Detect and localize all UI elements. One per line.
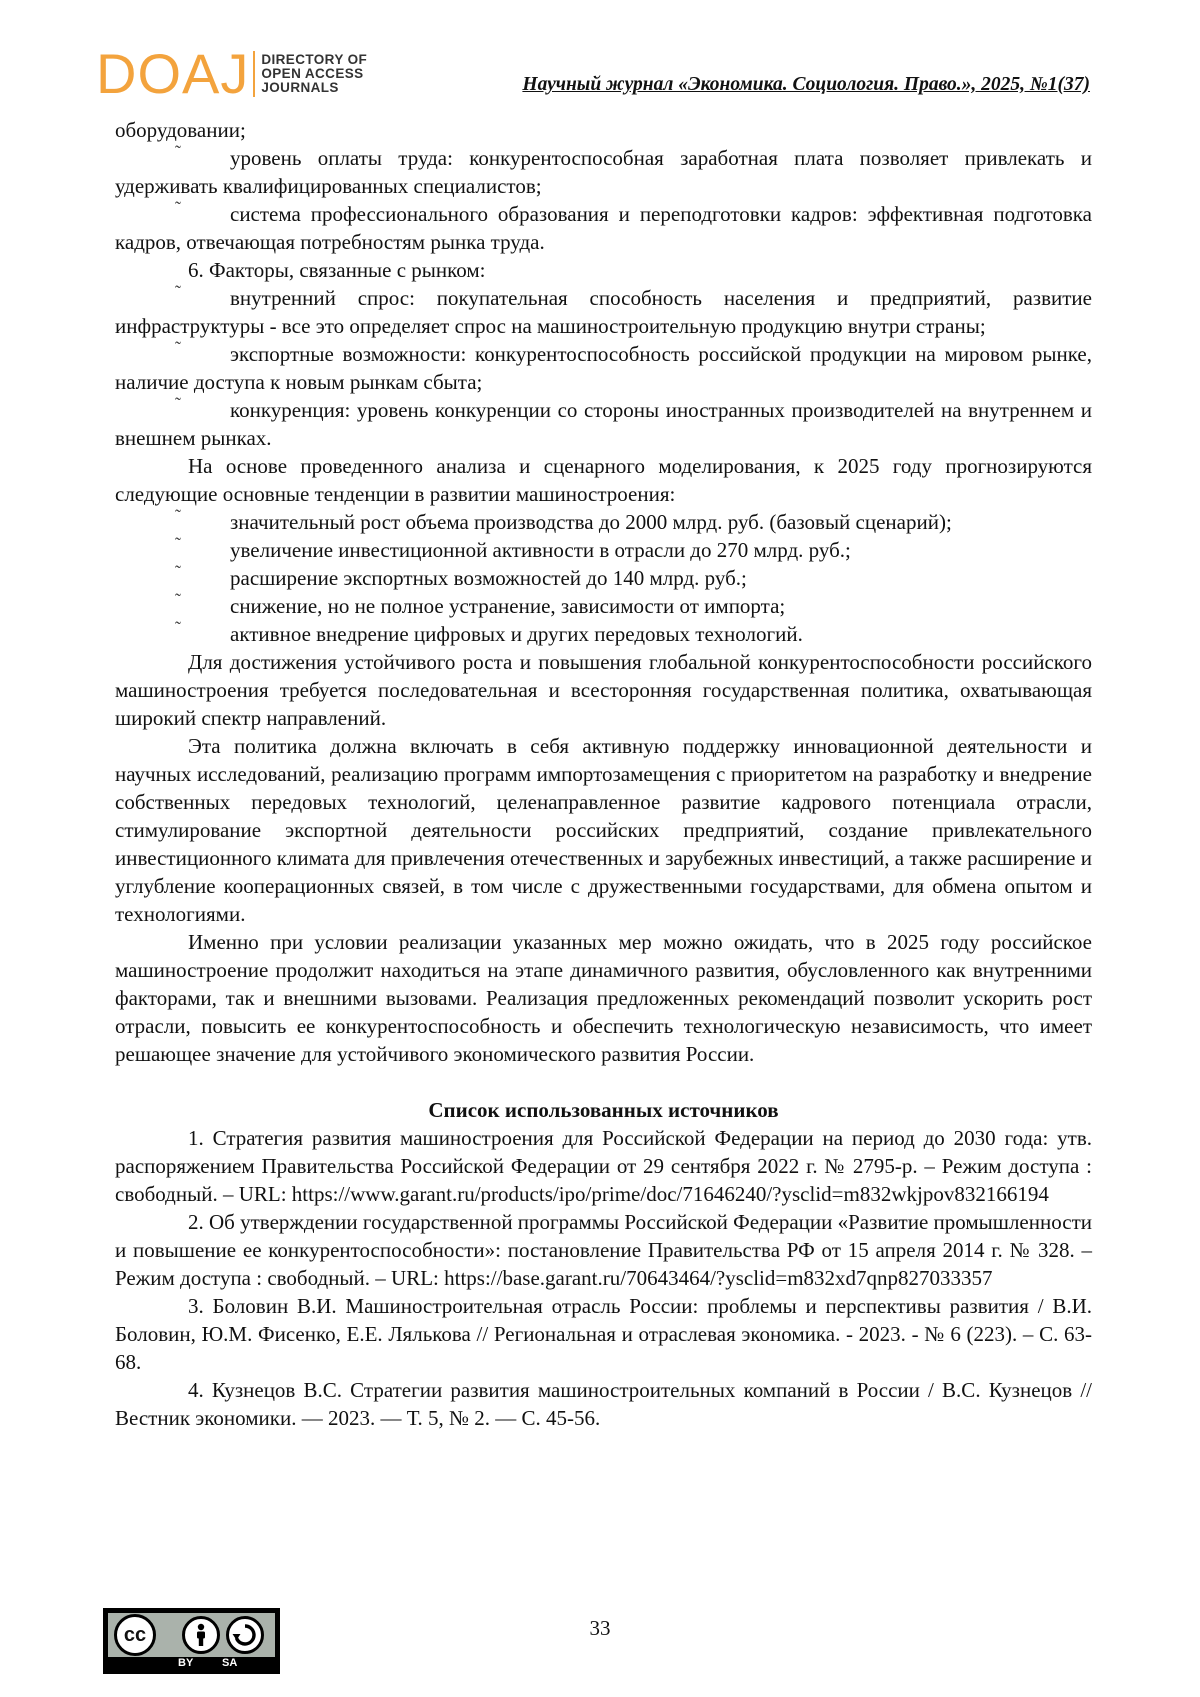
journal-title: Научный журнал «Экономика. Социология. Право.», 2025, №1(37): [522, 74, 1090, 95]
bullet-item: [115, 592, 1092, 620]
bullet-mark: ˜: [175, 590, 181, 610]
bullet-item: [115, 508, 1092, 536]
bullet-item: [115, 144, 1092, 200]
paragraph: Для достижения устойчивого роста и повышения глобальной конкурентоспособности российского машиностроения требуется последовательная и всесторонняя государственная политика, охватывающая широкий спектр направлений.: [115, 650, 1092, 730]
bullet-text: значительный рост объема производства до 2000 млрд. руб. (базовый сценарий);: [230, 510, 952, 534]
doaj-logo: [96, 44, 367, 104]
logo-line: DIRECTORY OF: [261, 52, 368, 67]
paragraph: 6. Факторы, связанные с рынком:: [188, 258, 486, 282]
bullet-mark: ˜: [175, 506, 181, 526]
logo-line: OPEN ACCESS: [261, 66, 364, 81]
bullet-mark: ˜: [175, 618, 181, 638]
bullet-mark: ˜: [175, 562, 181, 582]
article-body: [115, 116, 1092, 1432]
logo-divider: [253, 51, 255, 97]
bullet-item: [115, 200, 1092, 256]
logo-line: JOURNALS: [261, 80, 339, 95]
bullet-item: [115, 284, 1092, 340]
cc-label-sa: SA: [222, 1657, 238, 1669]
bullet-text: снижение, но не полное устранение, зависимости от импорта;: [230, 594, 786, 618]
bullet-text: конкуренция: уровень конкуренции со стороны иностранных производителей на внутреннем и внешнем рынках.: [115, 398, 1092, 450]
bullet-mark: ˜: [175, 142, 181, 162]
paragraph: Эта политика должна включать в себя активную поддержку инновационной деятельности и научных исследований, реализацию программ импортозамещения с приоритетом на разработку и внедрение собственных передовых технологий, целенаправленное развитие кадрового потенциала отрасли, стимулирование экспортной деятельности российских предприятий, создание привлекательного инвестиционного климата для привлечения отечественных и зарубежных инвестиций, а также расширение и углубление кооперационных связей, в том числе с дружественными государствами, для обмена опытом и технологиями.: [115, 734, 1092, 926]
page-number: 33: [589, 1616, 611, 1640]
bullet-text: увеличение инвестиционной активности в отрасли до 270 млрд. руб.;: [230, 538, 851, 562]
cc-icon: cc: [114, 1614, 156, 1656]
references-heading: Список использованных источников: [428, 1098, 779, 1122]
cc-label-by: BY: [178, 1657, 194, 1669]
bullet-text: система профессионального образования и переподготовки кадров: эффективная подготовка кадров, отвечающая потребностям рынка труда.: [115, 202, 1092, 254]
bullet-mark: ˜: [175, 198, 181, 218]
bullet-mark: ˜: [175, 338, 181, 358]
bullet-mark: ˜: [175, 534, 181, 554]
bullet-item: [115, 340, 1092, 396]
bullet-text: уровень оплаты труда: конкурентоспособная заработная плата позволяет привлекать и удерживать квалифицированных специалистов;: [115, 146, 1092, 198]
bullet-text: экспортные возможности: конкурентоспособность российской продукции на мировом рынке, наличие доступа к новым рынкам сбыта;: [115, 342, 1092, 394]
reference-item: 1. Стратегия развития машиностроения для Российской Федерации на период до 2030 года: утв. распоряжением Правительства Российской Федерации от 29 сентября 2022 г. № 2795-р. – Режим доступа : свободный. – URL: https://www.garant.ru/products/ipo/prime/doc/71646240/?ysclid=m832wkjpov832166194: [115, 1126, 1092, 1206]
bullet-item: [115, 536, 1092, 564]
reference-item: 4. Кузнецов В.С. Стратегии развития машиностроительных компаний в России / В.С. Кузнецов // Вестник экономики. — 2023. — Т. 5, № 2. — С. 45-56.: [115, 1378, 1092, 1430]
bullet-mark: ˜: [175, 282, 181, 302]
paragraph: Именно при условии реализации указанных мер можно ожидать, что в 2025 году российское машиностроение продолжит находиться на этапе динамичного развития, обусловленного как внутренними факторами, так и внешними вызовами. Реализация предложенных рекомендаций позволит ускорить рост отрасли, повысить ее конкурентоспособность и обеспечить технологическую независимость, что имеет решающее значение для устойчивого экономического развития России.: [115, 930, 1092, 1066]
bullet-text: внутренний спрос: покупательная способность населения и предприятий, развитие инфраструктуры - все это определяет спрос на машиностроительную продукцию внутри страны;: [115, 286, 1092, 338]
doaj-logo-mark: DOAJ: [96, 42, 250, 105]
bullet-item: [115, 396, 1092, 452]
bullet-mark: ˜: [175, 394, 181, 414]
paragraph: На основе проведенного анализа и сценарного моделирования, к 2025 году прогнозируются следующие основные тенденции в развитии машиностроения:: [115, 454, 1092, 506]
bullet-text: расширение экспортных возможностей до 140 млрд. руб.;: [230, 566, 747, 590]
bullet-item: [115, 564, 1092, 592]
paragraph: оборудовании;: [115, 118, 246, 142]
bullet-text: активное внедрение цифровых и других передовых технологий.: [230, 622, 803, 646]
doaj-logo-text: [261, 53, 367, 95]
reference-item: 2. Об утверждении государственной программы Российской Федерации «Развитие промышленности и повышение ее конкурентоспособности»: постановление Правительства РФ от 15 апреля 2014 г. № 328. – Режим доступа : свободный. – URL: https://base.garant.ru/70643464/?ysclid=m832xd7qnp827033357: [115, 1210, 1092, 1290]
bullet-item: [115, 620, 1092, 648]
reference-item: 3. Боловин В.И. Машиностроительная отрасль России: проблемы и перспективы развития / В.И. Боловин, Ю.М. Фисенко, Е.Е. Лялькова // Региональная и отраслевая экономика. - 2023. - № 6 (223). – С. 63-68.: [115, 1294, 1092, 1374]
cc-badge-labels: [104, 1657, 279, 1671]
